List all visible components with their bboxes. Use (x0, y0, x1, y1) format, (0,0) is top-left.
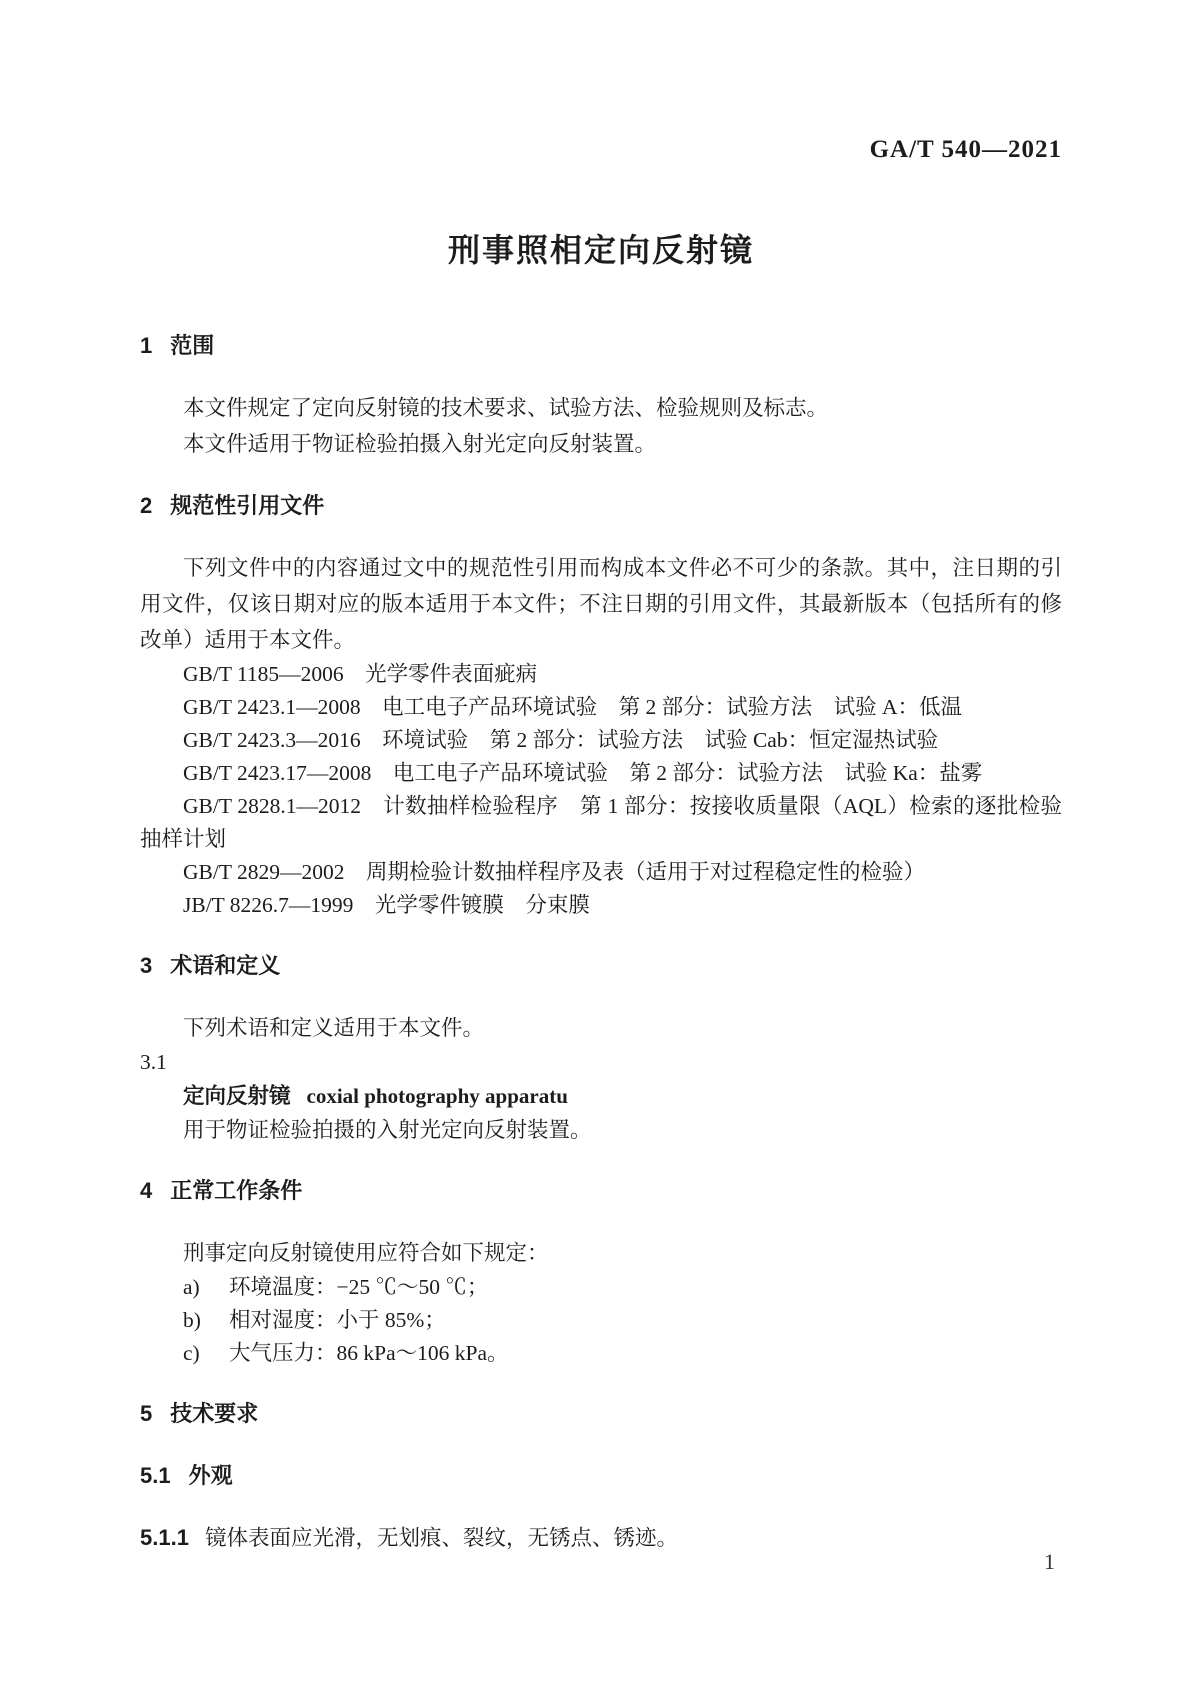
doc-body (140, 328, 1062, 1556)
term-number: 3.1 (140, 1050, 167, 1074)
list-item-label: c) (183, 1341, 200, 1365)
clause-number: 4 (140, 1178, 153, 1203)
clause-number: 1 (140, 333, 153, 358)
clause-number: 3 (140, 953, 153, 978)
paragraph: 本文件适用于物证检验拍摄入射光定向反射装置。 (183, 432, 657, 456)
clause-number: 2 (140, 493, 153, 518)
subclause-number: 5.1.1 (140, 1525, 189, 1550)
clause-title: 技术要求 (170, 1401, 259, 1426)
term-name-zh: 定向反射镜 (183, 1084, 291, 1108)
clause-heading (140, 1173, 1062, 1209)
reference-entry: GB/T 2423.3—2016 环境试验 第 2 部分：试验方法 试验 Cab：恒定湿热试验 (183, 728, 939, 752)
clause-heading (140, 1458, 1062, 1494)
paragraph: 本文件规定了定向反射镜的技术要求、试验方法、检验规则及标志。 (183, 396, 829, 420)
paragraph: 下列术语和定义适用于本文件。 (183, 1016, 485, 1040)
reference-entry: GB/T 1185—2006 光学零件表面疵病 (183, 662, 538, 686)
subclause-text: 镜体表面应光滑，无划痕、裂纹，无锈点、锈迹。 (204, 1526, 678, 1550)
clause-number: 5.1 (140, 1463, 171, 1488)
reference-entry: GB/T 2423.1—2008 电工电子产品环境试验 第 2 部分：试验方法 试验 A：低温 (183, 695, 962, 719)
term-section (140, 1046, 1062, 1147)
list-item-text: 相对湿度：小于 85%； (229, 1308, 446, 1332)
list-item (140, 1271, 1062, 1304)
list-item-label: b) (183, 1308, 201, 1332)
list-item-text: 大气压力：86 kPa～106 kPa。 (229, 1341, 509, 1365)
clause-heading (140, 948, 1062, 984)
reference-entry: GB/T 2829—2002 周期检验计数抽样程序及表（适用于对过程稳定性的检验） (183, 860, 925, 884)
document-content (140, 0, 1062, 1556)
term-line (140, 1079, 1062, 1113)
paragraph: 刑事定向反射镜使用应符合如下规定： (183, 1241, 549, 1265)
page-number: 1 (1044, 1549, 1055, 1574)
clause-heading (140, 488, 1062, 524)
list-item (140, 1304, 1062, 1337)
subclause (140, 1520, 1062, 1556)
clause-heading (140, 328, 1062, 364)
doc-title: 刑事照相定向反射镜 (447, 232, 754, 268)
list-item-text: 环境温度：−25 ℃～50 ℃； (229, 1275, 489, 1299)
clause-title: 术语和定义 (170, 953, 281, 978)
clause-title: 正常工作条件 (170, 1178, 303, 1203)
clause-title: 范围 (170, 333, 215, 358)
clause-title: 外观 (188, 1463, 233, 1488)
list-item-label: a) (183, 1275, 200, 1299)
reference-entry: JB/T 8226.7—1999 光学零件镀膜 分束膜 (183, 893, 590, 917)
reference-entry: GB/T 2828.1—2012 计数抽样检验程序 第 1 部分：按接收质量限（AQL）检索的逐批检验抽样计划 (140, 794, 1062, 851)
reference-entry: GB/T 2423.17—2008 电工电子产品环境试验 第 2 部分：试验方法 试验 Ka：盐雾 (183, 761, 983, 785)
doc-number: GA/T 540—2021 (869, 136, 1062, 163)
paragraph: 下列文件中的内容通过文中的规范性引用而构成本文件必不可少的条款。其中，注日期的引用文件，仅该日期对应的版本适用于本文件；不注日期的引用文件，其最新版本（包括所有的修改单）适用于本文件。 (140, 556, 1062, 652)
clause-number: 5 (140, 1401, 153, 1426)
term-name-en: coxial photography apparatu (306, 1084, 568, 1108)
clause-heading (140, 1396, 1062, 1432)
term-definition: 用于物证检验拍摄的入射光定向反射装置。 (183, 1118, 592, 1142)
clause-title: 规范性引用文件 (170, 493, 325, 518)
list-item (140, 1337, 1062, 1370)
